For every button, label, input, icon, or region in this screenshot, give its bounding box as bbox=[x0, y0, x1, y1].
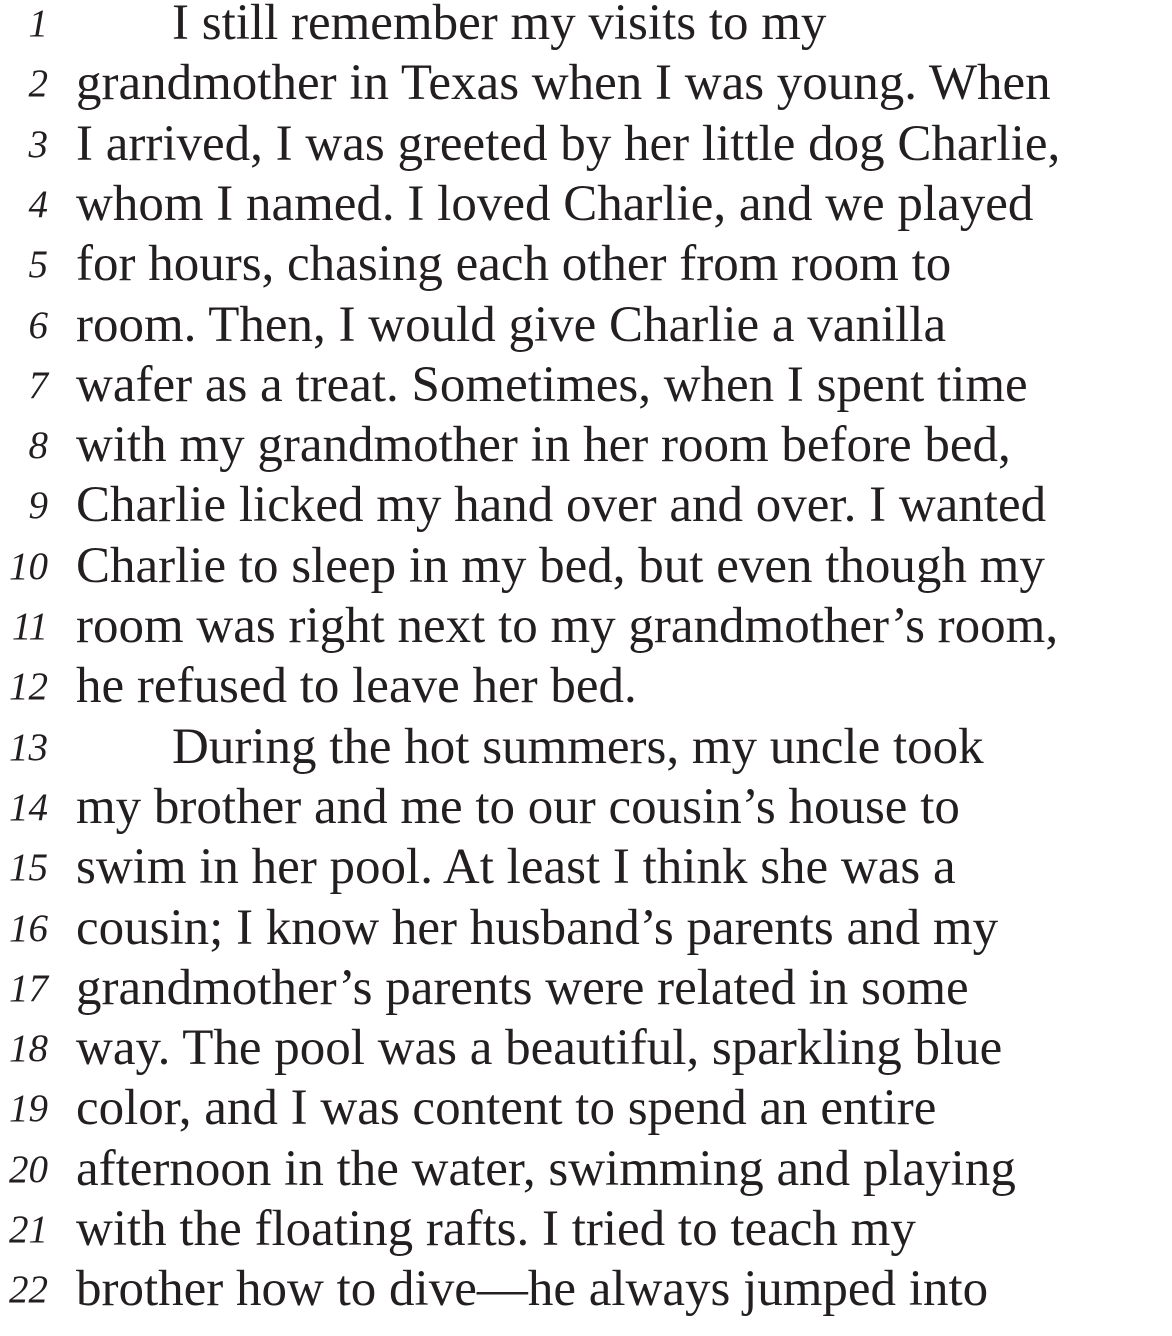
passage-line bbox=[0, 415, 1172, 476]
passage-line bbox=[0, 1139, 1172, 1200]
passage-line bbox=[0, 355, 1172, 416]
passage-line bbox=[0, 596, 1172, 657]
line-text: my brother and me to our cousin’s house to bbox=[76, 778, 960, 835]
line-number: 13 bbox=[9, 725, 48, 769]
passage-line bbox=[0, 958, 1172, 1019]
line-number: 6 bbox=[28, 303, 48, 347]
line-text: room was right next to my grandmother’s room, bbox=[76, 598, 1059, 654]
line-text: swim in her pool. At least I think she was a bbox=[76, 839, 956, 896]
passage-line bbox=[0, 1018, 1172, 1079]
line-text: he refused to leave her bed. bbox=[76, 658, 637, 715]
line-number: 4 bbox=[28, 182, 48, 226]
line-number: 12 bbox=[9, 665, 48, 709]
line-text: brother how to dive—he always jumped into bbox=[76, 1261, 989, 1318]
line-number: 22 bbox=[9, 1268, 48, 1312]
line-number: 18 bbox=[9, 1027, 48, 1071]
line-text: for hours, chasing each other from room to bbox=[76, 236, 952, 293]
line-text: grandmother’s parents were related in some bbox=[76, 959, 969, 1016]
passage-line bbox=[0, 0, 1172, 54]
line-number: 2 bbox=[28, 62, 48, 106]
line-number: 8 bbox=[28, 424, 48, 468]
passage-line bbox=[0, 53, 1172, 114]
line-number: 20 bbox=[9, 1147, 48, 1191]
line-text: I still remember my visits to my bbox=[172, 0, 827, 51]
passage-line bbox=[0, 837, 1172, 898]
line-number: 19 bbox=[9, 1087, 48, 1131]
line-number: 17 bbox=[9, 966, 48, 1010]
line-text: wafer as a treat. Sometimes, when I spent time bbox=[76, 356, 1028, 413]
line-text: whom I named. I loved Charlie, and we played bbox=[76, 175, 1034, 232]
line-number: 15 bbox=[9, 846, 48, 890]
passage-line bbox=[0, 1199, 1172, 1260]
line-number: 5 bbox=[28, 243, 48, 287]
line-text: During the hot summers, my uncle took bbox=[172, 718, 984, 775]
passage-line bbox=[0, 295, 1172, 356]
line-text: room. Then, I would give Charlie a vanilla bbox=[76, 296, 947, 353]
line-number: 7 bbox=[28, 363, 48, 407]
passage-line bbox=[0, 898, 1172, 959]
line-text: with the floating rafts. I tried to teach my bbox=[76, 1201, 916, 1257]
line-text: with my grandmother in her room before bed, bbox=[76, 417, 1011, 474]
line-number: 11 bbox=[11, 605, 48, 648]
line-number: 10 bbox=[9, 544, 48, 588]
passage-line bbox=[0, 777, 1172, 838]
passage-line bbox=[0, 717, 1172, 778]
passage-line bbox=[0, 234, 1172, 295]
line-text: way. The pool was a beautiful, sparkling blue bbox=[76, 1020, 1003, 1077]
line-number: 1 bbox=[28, 2, 48, 45]
line-text: grandmother in Texas when I was young. When bbox=[76, 55, 1051, 112]
passage-line bbox=[0, 536, 1172, 597]
line-number: 16 bbox=[9, 906, 48, 950]
line-text: I arrived, I was greeted by her little dog Charlie, bbox=[76, 115, 1061, 172]
passage-line bbox=[0, 1259, 1172, 1320]
line-text: color, and I was content to spend an entire bbox=[76, 1080, 937, 1137]
passage-line bbox=[0, 475, 1172, 536]
passage-line bbox=[0, 174, 1172, 235]
passage-line bbox=[0, 656, 1172, 717]
line-text: Charlie licked my hand over and over. I wanted bbox=[76, 477, 1047, 534]
line-number: 14 bbox=[9, 785, 48, 829]
line-number: 3 bbox=[28, 122, 48, 166]
passage-line bbox=[0, 1078, 1172, 1139]
passage-line bbox=[0, 114, 1172, 175]
line-text: afternoon in the water, swimming and playing bbox=[76, 1140, 1016, 1197]
line-text: cousin; I know her husband’s parents and my bbox=[76, 899, 999, 956]
line-number: 9 bbox=[28, 484, 48, 528]
line-text: Charlie to sleep in my bed, but even though my bbox=[76, 537, 1045, 594]
line-number: 21 bbox=[9, 1208, 48, 1251]
